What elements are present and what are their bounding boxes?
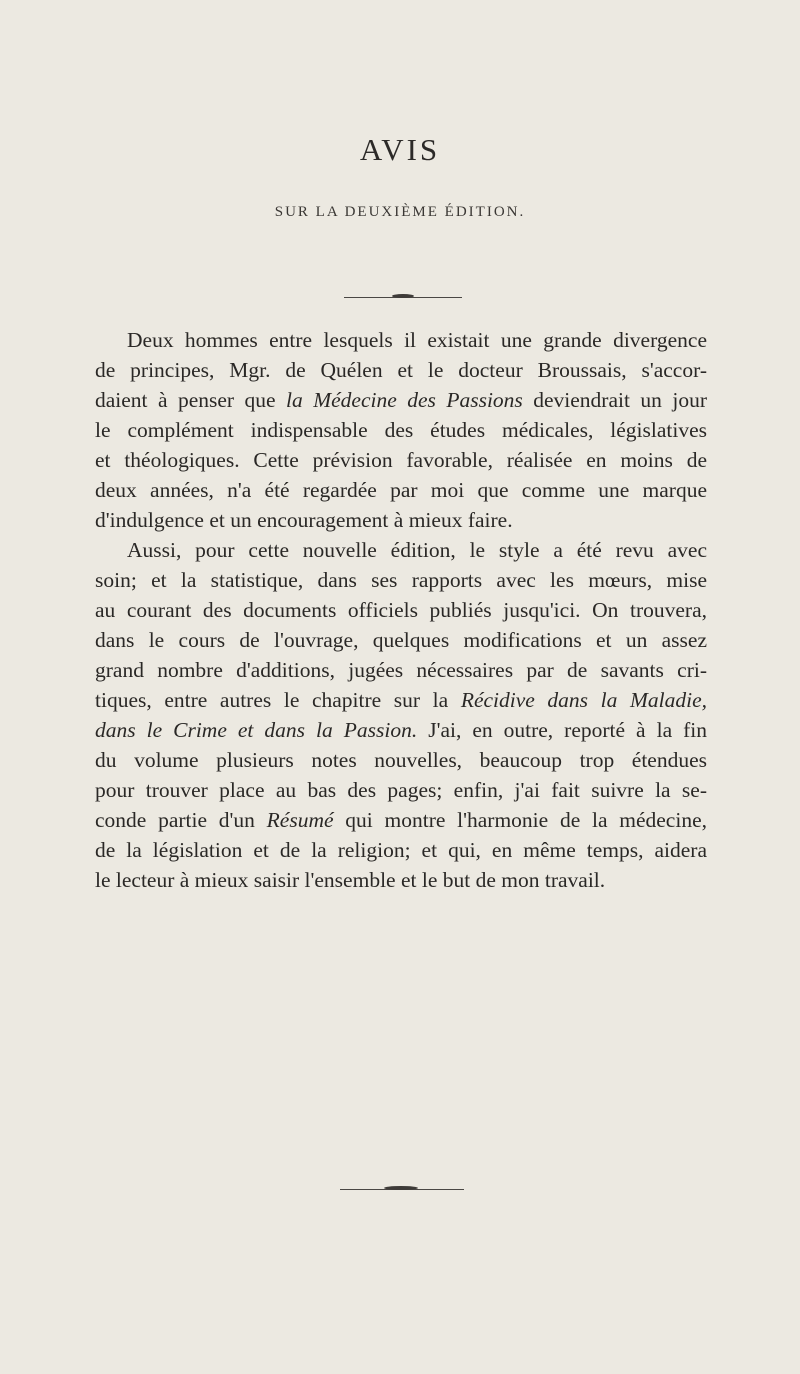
paragraph-2-line <box>95 625 707 655</box>
paragraph-2-line <box>95 775 707 805</box>
paragraph-1-line <box>95 325 707 355</box>
text-run: conde partie d'un <box>95 808 267 832</box>
bottom-divider-ornament <box>384 1186 418 1190</box>
text-run: tiques, entre autres le chapitre sur la <box>95 688 461 712</box>
text-run: deviendrait un jour <box>522 388 707 412</box>
paragraph-1-line <box>95 385 707 415</box>
text-run: de la législation et de la religion; et qui, en même temps, aidera <box>95 838 707 862</box>
paragraph-2-line <box>95 595 707 625</box>
text-run: deux années, n'a été regardée par moi que comme une marque <box>95 478 707 502</box>
text-run: dans le cours de l'ouvrage, quelques modifications et un assez <box>95 628 707 652</box>
paragraph-2-line <box>95 685 707 715</box>
paragraph-1-line <box>95 415 707 445</box>
paragraph-2-line <box>95 715 707 745</box>
top-divider-ornament <box>392 294 414 298</box>
text-run: soin; et la statistique, dans ses rapports avec les mœurs, mise <box>95 568 707 592</box>
italic-title: Résumé <box>266 808 334 832</box>
text-run: et théologiques. Cette prévision favorable, réalisée en moins de <box>95 448 707 472</box>
paragraph-2-line <box>95 535 707 565</box>
paragraph-2-line <box>95 805 707 835</box>
text-run: le lecteur à mieux saisir l'ensemble et le but de mon travail. <box>95 868 606 892</box>
paragraph-2-line <box>95 835 707 865</box>
italic-title: dans le Crime et dans la Passion. <box>95 718 418 742</box>
paragraph-2-line <box>95 655 707 685</box>
text-run: qui montre l'harmonie de la médecine, <box>333 808 707 832</box>
paragraph-1-line <box>95 475 707 505</box>
paragraph-2-line <box>95 865 707 895</box>
text-run: du volume plusieurs notes nouvelles, beaucoup trop étendues <box>95 748 707 772</box>
page-subtitle: SUR LA DEUXIÈME ÉDITION. <box>274 204 526 220</box>
text-run: d'indulgence et un encouragement à mieux faire. <box>95 508 513 532</box>
text-run: Deux hommes entre lesquels il existait une grande divergence <box>127 328 707 352</box>
body-text <box>95 325 707 895</box>
paragraph-1-line <box>95 445 707 475</box>
text-run: au courant des documents officiels publiés jusqu'ici. On trouvera, <box>95 598 707 622</box>
paragraph-1-line <box>95 505 707 535</box>
text-run: grand nombre d'additions, jugées nécessaires par de savants cri- <box>95 658 707 682</box>
paragraph-2-line <box>95 565 707 595</box>
text-run: Aussi, pour cette nouvelle édition, le style a été revu avec <box>127 538 707 562</box>
italic-title: Récidive dans la Maladie, <box>460 688 707 712</box>
text-run: pour trouver place au bas des pages; enfin, j'ai fait suivre la se- <box>95 778 707 802</box>
paragraph-2-line <box>95 745 707 775</box>
page-title: AVIS <box>359 132 441 167</box>
italic-title: la Médecine des Passions <box>286 388 523 412</box>
paragraph-1-line <box>95 355 707 385</box>
text-run: daient à penser que <box>95 388 287 412</box>
text-run: le complément indispensable des études médicales, législatives <box>95 418 707 442</box>
text-run: de principes, Mgr. de Quélen et le docteur Broussais, s'accor- <box>95 358 707 382</box>
text-run: J'ai, en outre, reporté à la fin <box>417 718 707 742</box>
